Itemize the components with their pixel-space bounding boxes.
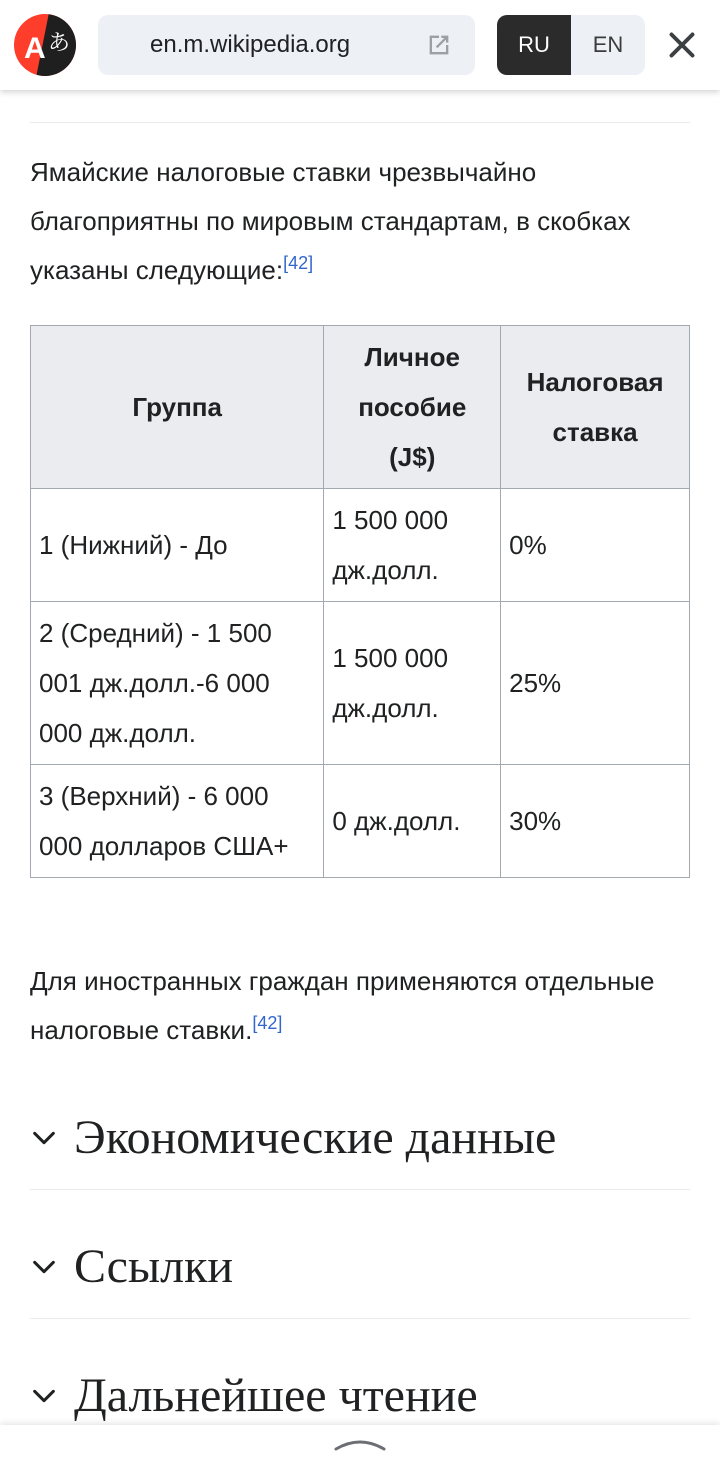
section-title: Дальнейшее чтение xyxy=(74,1369,478,1422)
table-header-row xyxy=(31,326,690,489)
table-row xyxy=(31,602,690,765)
chevron-down-icon xyxy=(30,1124,58,1152)
intro-text: Ямайские налоговые ставки чрезвычайно благоприятны по мировым стандартам, в скобках указаны следующие: xyxy=(30,157,631,285)
bottom-sheet-handle-bar[interactable] xyxy=(0,1425,720,1465)
section-title: Ссылки xyxy=(74,1240,234,1293)
chevron-down-icon xyxy=(30,1253,58,1281)
url-field[interactable] xyxy=(98,15,475,75)
section-references[interactable] xyxy=(30,1225,690,1307)
header-allowance: Личное пособие (J$) xyxy=(324,326,501,489)
translate-bar xyxy=(0,0,720,90)
header-group: Группа xyxy=(31,326,324,489)
language-toggle xyxy=(497,15,645,75)
divider xyxy=(30,122,690,123)
header-rate: Налоговая ставка xyxy=(501,326,690,489)
chevron-down-icon xyxy=(30,1382,58,1410)
cell-group: 1 (Нижний) - До xyxy=(31,489,324,602)
foreign-text: Для иностранных граждан применяются отдельные налоговые ставки. xyxy=(30,966,655,1045)
open-external-icon[interactable] xyxy=(425,31,453,59)
divider xyxy=(30,1318,690,1319)
cell-rate: 30% xyxy=(501,765,690,878)
foreign-paragraph xyxy=(30,957,690,1055)
lang-en-button[interactable]: EN xyxy=(592,32,624,57)
lang-ru-button[interactable]: RU xyxy=(497,15,571,75)
cell-allowance: 1 500 000 дж.долл. xyxy=(324,602,501,765)
tax-table xyxy=(30,325,690,878)
cell-rate: 25% xyxy=(501,602,690,765)
reference-link[interactable]: [42] xyxy=(252,1013,283,1033)
table-row xyxy=(31,489,690,602)
cell-group: 3 (Верхний) - 6 000 000 долларов США+ xyxy=(31,765,324,878)
section-title: Экономические данные xyxy=(74,1111,557,1164)
translate-logo-icon[interactable]: A あ xyxy=(14,14,76,76)
cell-rate: 0% xyxy=(501,489,690,602)
reference-link[interactable]: [42] xyxy=(283,253,314,273)
cell-allowance: 1 500 000 дж.долл. xyxy=(324,489,501,602)
chevron-up-icon[interactable] xyxy=(334,1437,386,1451)
cell-allowance: 0 дж.долл. xyxy=(324,765,501,878)
divider xyxy=(30,1189,690,1190)
close-icon[interactable] xyxy=(664,27,700,63)
intro-paragraph xyxy=(30,148,690,295)
cell-group: 2 (Средний) - 1 500 001 дж.долл.-6 000 000 дж.долл. xyxy=(31,602,324,765)
section-further-reading[interactable] xyxy=(30,1354,690,1436)
table-row xyxy=(31,765,690,878)
url-text: en.m.wikipedia.org xyxy=(150,31,351,58)
section-economic-data[interactable] xyxy=(30,1096,690,1178)
